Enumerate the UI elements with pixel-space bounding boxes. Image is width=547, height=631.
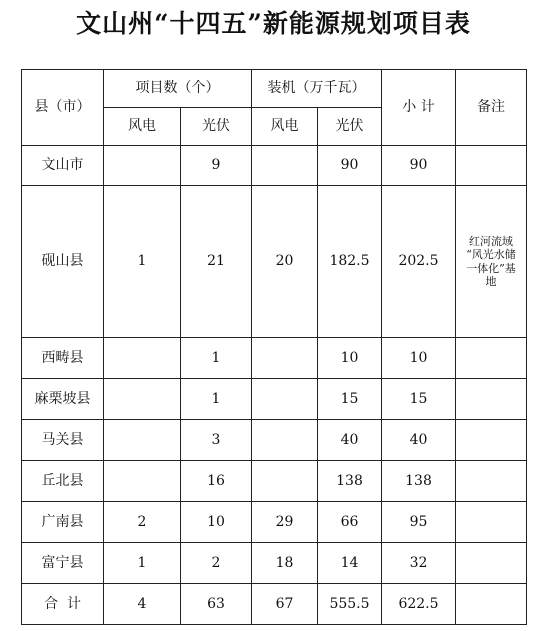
header-project-count: 项目数（个）	[104, 70, 252, 108]
remark-cell	[456, 543, 527, 584]
subtotal-cell: 32	[382, 543, 456, 584]
proj-solar-cell: 3	[181, 420, 252, 461]
project-table	[21, 69, 527, 625]
subtotal-cell: 202.5	[382, 186, 456, 338]
cap-solar-cell: 40	[318, 420, 382, 461]
remark-line: 红河流域	[469, 235, 513, 249]
cap-solar-cell: 182.5	[318, 186, 382, 338]
county-cell: 广南县	[22, 502, 104, 543]
header-remark: 备注	[456, 70, 527, 146]
proj-wind-cell	[104, 338, 181, 379]
proj-wind-cell	[104, 379, 181, 420]
total-row	[22, 584, 527, 625]
proj-solar-cell: 10	[181, 502, 252, 543]
proj-wind-cell	[104, 146, 181, 186]
total-label: 合 计	[22, 584, 104, 625]
remark-line: 一体化”基	[466, 261, 516, 275]
cap-wind-cell: 29	[252, 502, 318, 543]
county-cell: 砚山县	[22, 186, 104, 338]
subtotal-cell: 10	[382, 338, 456, 379]
remark-cell	[456, 338, 527, 379]
cap-wind-cell	[252, 461, 318, 502]
table-row	[22, 420, 527, 461]
table-row	[22, 146, 527, 186]
county-cell: 富宁县	[22, 543, 104, 584]
proj-solar-cell: 2	[181, 543, 252, 584]
proj-wind-cell	[104, 420, 181, 461]
cap-wind-cell: 20	[252, 186, 318, 338]
remark-cell	[456, 379, 527, 420]
proj-solar-cell: 21	[181, 186, 252, 338]
total-cap-wind: 67	[252, 584, 318, 625]
county-cell: 丘北县	[22, 461, 104, 502]
cap-wind-cell	[252, 420, 318, 461]
remark-line: “风光水储	[466, 248, 516, 262]
county-cell: 马关县	[22, 420, 104, 461]
proj-solar-cell: 1	[181, 338, 252, 379]
table-row	[22, 186, 527, 338]
proj-solar-cell: 1	[181, 379, 252, 420]
total-cap-solar: 555.5	[318, 584, 382, 625]
proj-wind-cell: 1	[104, 543, 181, 584]
cap-wind-cell	[252, 379, 318, 420]
cap-solar-cell: 138	[318, 461, 382, 502]
subtotal-cell: 138	[382, 461, 456, 502]
header-row	[22, 70, 527, 108]
remark-cell	[456, 420, 527, 461]
county-cell: 西畴县	[22, 338, 104, 379]
proj-wind-cell: 1	[104, 186, 181, 338]
header-cap-wind: 风电	[252, 108, 318, 146]
total-subtotal: 622.5	[382, 584, 456, 625]
total-remark	[456, 584, 527, 625]
page-title: 文山州“十四五”新能源规划项目表	[76, 9, 471, 38]
proj-wind-cell	[104, 461, 181, 502]
header-capacity: 装机（万千瓦）	[252, 70, 382, 108]
subtotal-cell: 15	[382, 379, 456, 420]
county-cell: 文山市	[22, 146, 104, 186]
table-row	[22, 502, 527, 543]
header-subtotal: 小 计	[382, 70, 456, 146]
proj-solar-cell: 9	[181, 146, 252, 186]
cap-solar-cell: 15	[318, 379, 382, 420]
remark-cell	[456, 502, 527, 543]
header-cap-solar: 光伏	[318, 108, 382, 146]
table-row	[22, 338, 527, 379]
remark-line: 地	[485, 274, 497, 288]
cap-solar-cell: 10	[318, 338, 382, 379]
total-proj-wind: 4	[104, 584, 181, 625]
cap-solar-cell: 14	[318, 543, 382, 584]
cap-wind-cell	[252, 146, 318, 186]
cap-solar-cell: 66	[318, 502, 382, 543]
header-county: 县（市）	[22, 70, 104, 146]
remark-cell	[456, 186, 527, 338]
header-proj-solar: 光伏	[181, 108, 252, 146]
table-row	[22, 379, 527, 420]
cap-wind-cell	[252, 338, 318, 379]
county-cell: 麻栗坡县	[22, 379, 104, 420]
cap-wind-cell: 18	[252, 543, 318, 584]
remark-cell	[456, 146, 527, 186]
table-row	[22, 461, 527, 502]
subtotal-cell: 90	[382, 146, 456, 186]
proj-solar-cell: 16	[181, 461, 252, 502]
subtotal-cell: 95	[382, 502, 456, 543]
header-proj-wind: 风电	[104, 108, 181, 146]
remark-cell	[456, 461, 527, 502]
proj-wind-cell: 2	[104, 502, 181, 543]
total-proj-solar: 63	[181, 584, 252, 625]
subtotal-cell: 40	[382, 420, 456, 461]
cap-solar-cell: 90	[318, 146, 382, 186]
table-row	[22, 543, 527, 584]
